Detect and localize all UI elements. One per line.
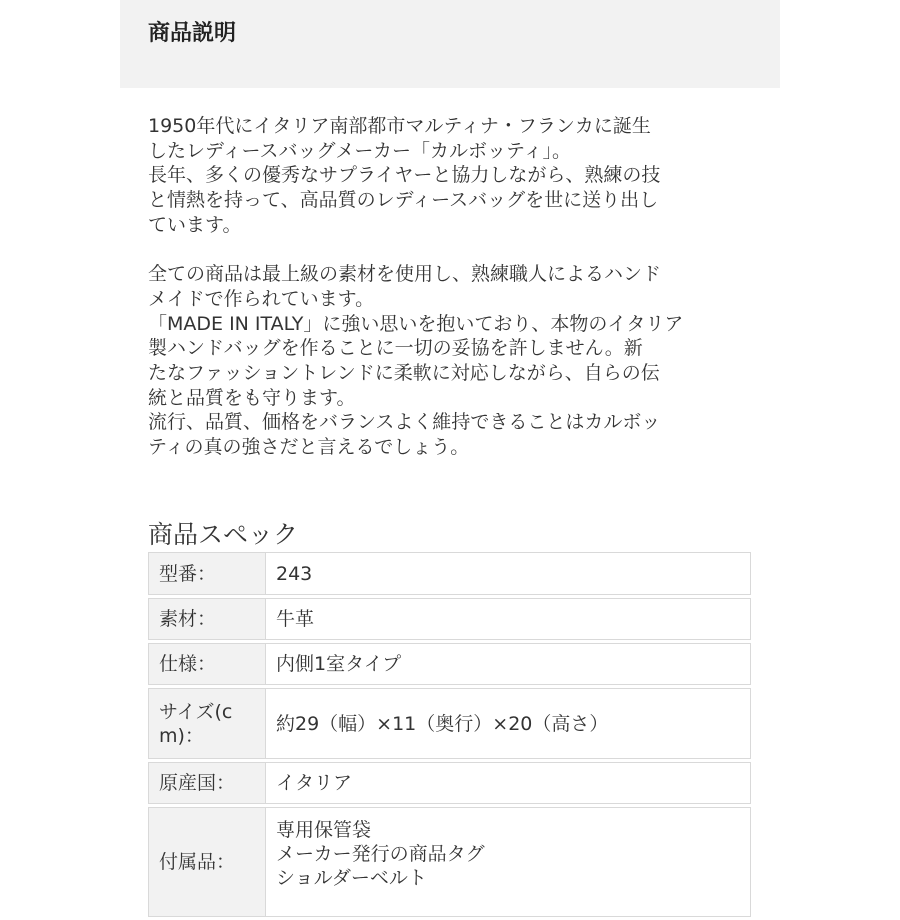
spec-value-line: メーカー発行の商品タグ (276, 843, 485, 865)
description-paragraph (148, 262, 758, 460)
description-line: 製ハンドバッグを作ることに一切の妥協を許しません。新 (148, 337, 643, 360)
description-paragraph (148, 114, 758, 238)
table-row (148, 688, 751, 759)
description-line: たなファッショントレンドに柔軟に対応しながら、自らの伝 (148, 362, 660, 385)
spec-label-line: m)： (159, 724, 204, 747)
spec-label: 仕様： (148, 643, 266, 685)
description-line: 1950年代にイタリア南部都市マルティナ・フランカに誕生 (148, 115, 651, 137)
spec-table (148, 549, 751, 920)
product-description (148, 114, 758, 460)
description-line: 「MADE IN ITALY」に強い思いを抱いており、本物のイタリア (148, 312, 684, 335)
spec-value-line: 専用保管袋 (276, 819, 372, 841)
spec-value: 約29（幅）×11（奥行）×20（高さ） (266, 688, 751, 759)
spec-label: 付属品： (148, 807, 266, 917)
spec-label: 型番： (148, 552, 266, 595)
spec-value: 243 (266, 552, 751, 595)
spec-value: 牛革 (266, 598, 751, 640)
section-title: 商品説明 (148, 21, 237, 46)
spec-label: 原産国： (148, 762, 266, 804)
spec-label: 素材： (148, 598, 266, 640)
description-line: メイドで作られています。 (148, 287, 375, 310)
table-row (148, 552, 751, 595)
description-line: ています。 (148, 213, 242, 236)
spec-value: イタリア (266, 762, 751, 804)
description-line: 統と品質をも守ります。 (148, 386, 356, 409)
spec-value-line: ショルダーベルト (276, 867, 427, 889)
spec-label-line: サイズ(c (159, 700, 233, 723)
description-line: 流行、品質、価格をバランスよく維持できることはカルボッ (148, 411, 661, 434)
description-line: したレディースバッグメーカー「カルボッティ」。 (148, 139, 571, 162)
spec-heading: 商品スペック (148, 520, 299, 549)
table-row (148, 762, 751, 804)
description-line: 全ての商品は最上級の素材を使用し、熟練職人によるハンド (148, 263, 662, 286)
spec-value: 内側1室タイプ (266, 643, 751, 685)
description-line: 長年、多くの優秀なサプライヤーと協力しながら、熟練の技 (148, 164, 661, 187)
description-line: と情熱を持って、高品質のレディースバッグを世に送り出し (148, 189, 659, 212)
spec-value (266, 807, 751, 917)
table-row (148, 598, 751, 640)
table-row (148, 807, 751, 917)
description-line: ティの真の強さだと言えるでしょう。 (148, 436, 470, 459)
table-row (148, 643, 751, 685)
spec-label (148, 688, 266, 759)
